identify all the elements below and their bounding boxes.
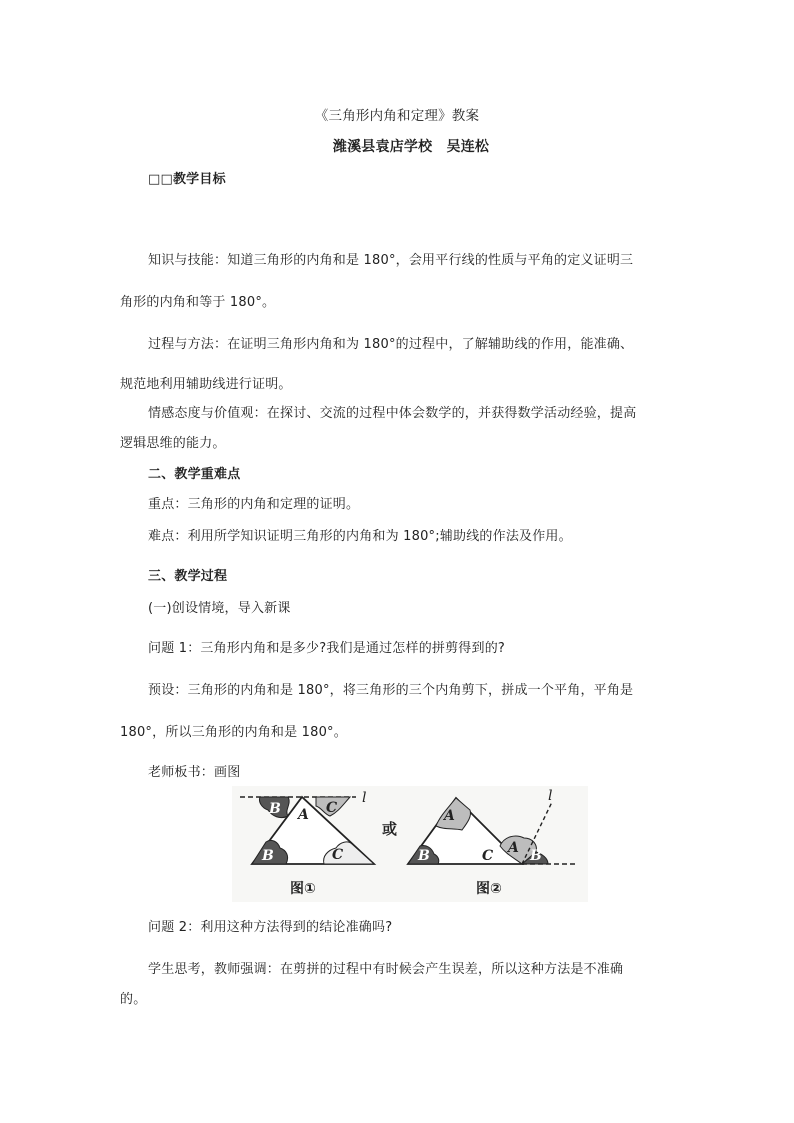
question-1: 问题 1：三角形内角和是多少?我们是通过怎样的拼剪得到的? [148, 641, 506, 656]
goal-emotion-line2: 逻辑思维的能力。 [120, 436, 226, 451]
fig1-label-c-top: C [326, 800, 338, 816]
teacher-board: 老师板书：画图 [148, 765, 241, 780]
goal-knowledge-line2: 角形的内角和等于 180°。 [120, 295, 276, 310]
fig1-line-label: l [362, 790, 367, 806]
goal-process-line1: 过程与方法：在证明三角形内角和为 180°的过程中，了解辅助线的作用，能准确、 [148, 337, 634, 352]
question-2: 问题 2：利用这种方法得到的结论准确吗? [148, 920, 393, 935]
document-title: 《三角形内角和定理》教案 [314, 108, 480, 124]
preset-line2: 180°，所以三角形的内角和是 180°。 [120, 725, 347, 740]
author-line: 潍溪县袁店学校 吴连松 [332, 139, 490, 155]
student-line2: 的。 [120, 992, 147, 1007]
goal-emotion-line1: 情感态度与价值观：在探讨、交流的过程中体会数学的，并获得数学活动经验，提高 [148, 406, 637, 421]
fig2-label-b-right: B [530, 848, 542, 864]
fig2-line-label: l [548, 788, 553, 804]
key-point: 重点：三角形的内角和定理的证明。 [148, 497, 360, 512]
fig2-caption: 图② [476, 881, 502, 897]
or-label: 或 [382, 820, 398, 838]
student-line1: 学生思考，教师强调：在剪拼的过程中有时候会产生误差，所以这种方法是不准确 [148, 962, 624, 977]
triangle-cut-illustration [232, 786, 588, 902]
section-heading-key-points: 二、教学重难点 [148, 467, 241, 482]
fig1-label-a: A [298, 807, 309, 823]
section-heading-process: 三、教学过程 [148, 569, 228, 584]
section-heading-goals: □□教学目标 [148, 172, 226, 187]
fig1-label-b: B [262, 848, 274, 864]
preset-line1: 预设：三角形的内角和是 180°，将三角形的三个内角剪下，拼成一个平角，平角是 [148, 683, 634, 698]
goal-process-line2: 规范地利用辅助线进行证明。 [120, 377, 292, 392]
goal-knowledge-line1: 知识与技能：知道三角形的内角和是 180°，会用平行线的性质与平角的定义证明三 [148, 253, 634, 268]
fig2-label-a-right: A [508, 840, 519, 856]
fig1-label-b-top: B [269, 801, 281, 817]
fig1-label-c: C [332, 847, 344, 863]
fig1-caption: 图① [290, 881, 316, 897]
fig2-label-a-top: A [444, 808, 455, 824]
difficult-point: 难点：利用所学知识证明三角形的内角和为 180°;辅助线的作法及作用。 [148, 529, 572, 544]
triangle-cut-figure [232, 786, 588, 902]
subsection-heading: (一)创设情境，导入新课 [148, 601, 291, 616]
fig2-label-b: B [418, 848, 430, 864]
fig2-label-c: C [482, 848, 494, 864]
